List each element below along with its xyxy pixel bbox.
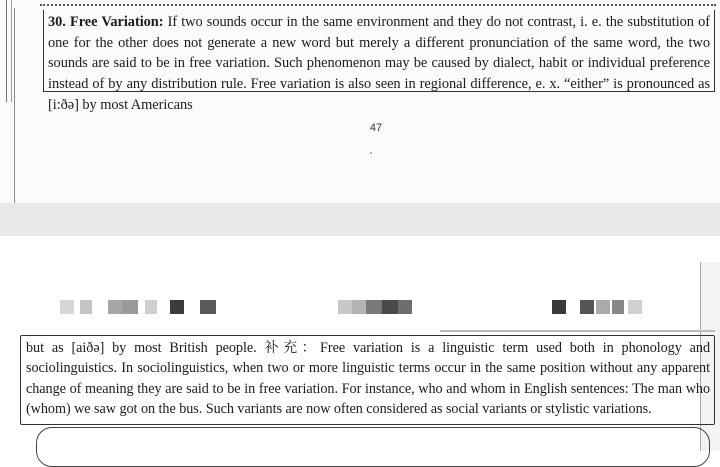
free-variation-entry xyxy=(48,12,710,116)
entry-number: 30. xyxy=(48,14,66,30)
page-number: 47 xyxy=(369,122,383,134)
entry-definition: If two sounds occur in the same environment and they do not contrast, i. e. the substitution of one for the other does not generate a new word but merely a different pronunciation of the same word, the two sounds are said to be in free variation. Such phenomenon may be caused by dialect, habit or individual preference instead of by any distribution rule. Free variation is also seen in regional difference, e. x. “either” is pronounced as [i:ðə] by most Americans xyxy=(48,14,710,113)
dotted-divider xyxy=(40,4,716,6)
page-gap xyxy=(0,203,720,236)
scan-shadow-line xyxy=(440,330,715,332)
free-variation-continuation: but as [aiðə] by most British people. 补充：Free variation is a linguistic term used both in phonology and sociolinguistics. In sociolinguistics, when two or more linguistic terms occur in the same position without any apparent change of meaning they are said to be in free variation. For instance, who and whom in English sentences: The man who (whom) we saw got on the bus. Such variants are now often considered as social variants or stylistic variations. xyxy=(26,340,710,418)
entry-term: Free Variation: xyxy=(69,14,164,30)
binding-edge-mark xyxy=(6,0,12,102)
binding-edge-line xyxy=(14,8,18,204)
scan-speck xyxy=(370,152,372,154)
next-entry-box xyxy=(36,427,710,467)
